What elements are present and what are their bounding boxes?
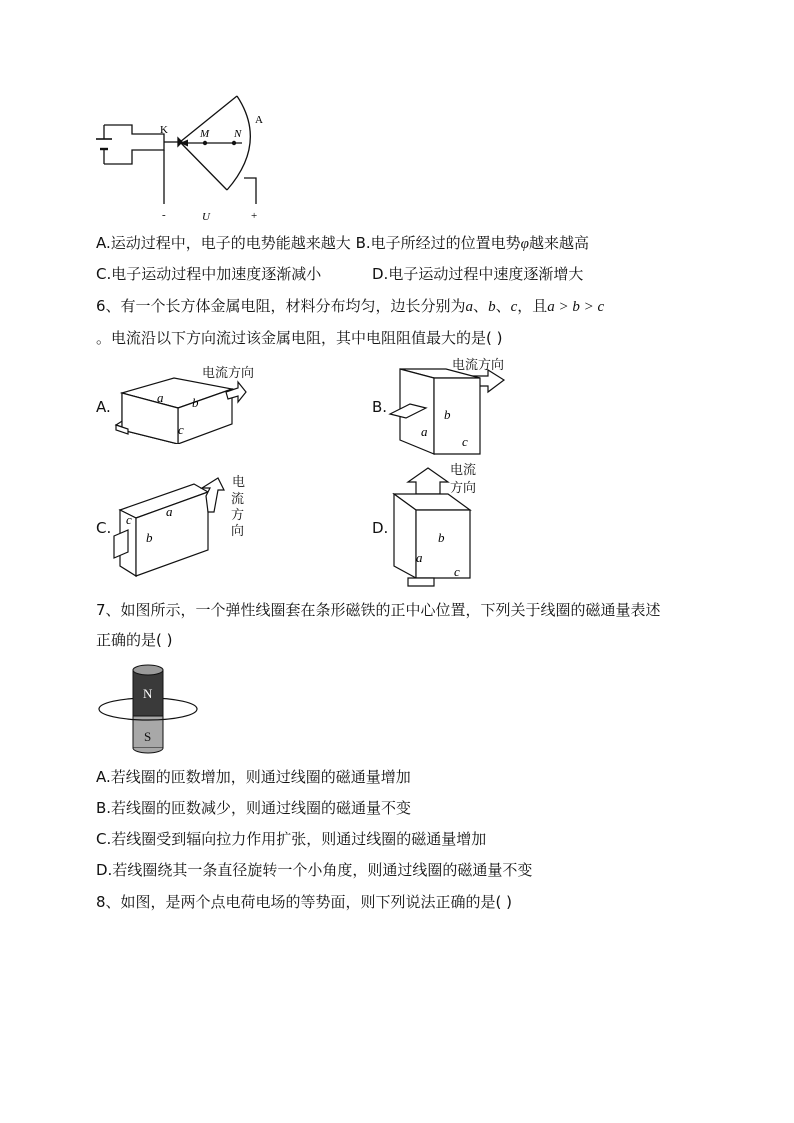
magnet-figure: [96, 660, 201, 756]
q6-stem-line2: 。电流沿以下方向流过该金属电阻，其中电阻阻值最大的是( ): [96, 329, 503, 347]
q6-b-edge-b: b: [444, 407, 451, 422]
q6-option-d-label[interactable]: D.: [372, 519, 389, 537]
q6-a-edge-c: c: [178, 422, 184, 437]
q6-d-label-line1: 电流: [450, 463, 477, 478]
q6-stem-pre: 6、有一个长方体金属电阻，材料分布均匀，边长分别为: [96, 297, 466, 315]
q6-d-label: [450, 462, 476, 498]
q6-c-edge-c: c: [126, 512, 132, 527]
q6-a-label-current: 电流方向: [202, 366, 255, 381]
q6-c-label-v1: 电: [232, 475, 246, 490]
q8-stem: 8、如图，是两个点电荷电场的等势面，则下列说法正确的是( ): [96, 893, 513, 911]
q6-c-label-vertical: [231, 476, 247, 540]
q7-option-b[interactable]: B.若线圈的匝数减少，则通过线圈的磁通量不变: [96, 799, 412, 817]
circuit-figure: [92, 92, 277, 224]
q6-sep2: 、: [495, 297, 511, 315]
label-u: U: [202, 211, 210, 223]
q5-option-b-symbol: φ: [520, 236, 529, 252]
q7-option-c[interactable]: C.若线圈受到辐向拉力作用扩张，则通过线圈的磁通量增加: [96, 830, 487, 848]
q6-d-edge-a: a: [416, 550, 423, 565]
q6-stem-mid: ，且: [517, 297, 548, 315]
q6-stem-line1: [96, 296, 604, 317]
q6-b-label-current: 电流方向: [452, 358, 505, 373]
q5-option-d[interactable]: D.电子运动过程中速度逐渐增大: [372, 265, 584, 283]
q6-sep1: 、: [473, 297, 489, 315]
q6-inequality: a > b > c: [547, 299, 605, 315]
q5-option-c[interactable]: C.电子运动过程中加速度逐渐减小: [96, 265, 322, 283]
q6-var-b: b: [488, 299, 496, 315]
q5-option-b[interactable]: [356, 234, 589, 252]
q5-option-b-pre: B.电子所经过的位置电势: [355, 234, 521, 252]
q6-d-edge-b: b: [438, 530, 445, 545]
q6-figure-b[interactable]: [386, 356, 526, 456]
q6-c-edge-a: a: [166, 504, 173, 519]
q6-c-label-v3: 方: [231, 508, 245, 523]
q6-a-edge-b: b: [192, 395, 199, 410]
q6-var-a: a: [465, 299, 474, 315]
q6-option-a-label[interactable]: A.: [96, 398, 111, 416]
pole-n-label: N: [143, 686, 153, 701]
q5-option-b-post: 越来越高: [528, 234, 589, 252]
q6-c-edge-b: b: [146, 530, 153, 545]
label-m: M: [200, 128, 210, 140]
q6-d-label-line2: 方向: [450, 481, 477, 496]
q6-a-edge-a: a: [157, 390, 164, 405]
q6-b-edge-c: c: [462, 434, 468, 449]
label-k: K: [160, 124, 168, 136]
q6-c-label-v4: 向: [231, 524, 245, 539]
label-plus: +: [251, 210, 258, 222]
q7-option-d[interactable]: D.若线圈绕其一条直径旋转一个小角度，则通过线圈的磁通量不变: [96, 861, 533, 879]
q6-figure-a[interactable]: [112, 362, 272, 444]
q5-option-a[interactable]: A.运动过程中，电子的电势能越来越大: [96, 234, 351, 252]
q7-option-a[interactable]: A.若线圈的匝数增加，则通过线圈的磁通量增加: [96, 768, 411, 786]
q6-option-b-label[interactable]: B.: [372, 398, 388, 416]
q5-options-row1: [96, 233, 589, 254]
q6-b-edge-a: a: [421, 424, 428, 439]
q6-option-c-label[interactable]: C.: [96, 519, 112, 537]
q7-stem-line2: 正确的是( ): [96, 631, 173, 649]
q6-d-edge-c: c: [454, 564, 460, 579]
q6-c-label-v2: 流: [231, 492, 245, 507]
q6-var-c: c: [510, 299, 518, 315]
pole-s-label: S: [144, 729, 152, 744]
label-n: N: [234, 128, 242, 140]
label-minus: -: [162, 209, 166, 221]
label-a: A: [255, 114, 263, 126]
q7-stem-line1: 7、如图所示，一个弹性线圈套在条形磁铁的正中心位置，下列关于线圈的磁通量表述: [96, 601, 661, 619]
